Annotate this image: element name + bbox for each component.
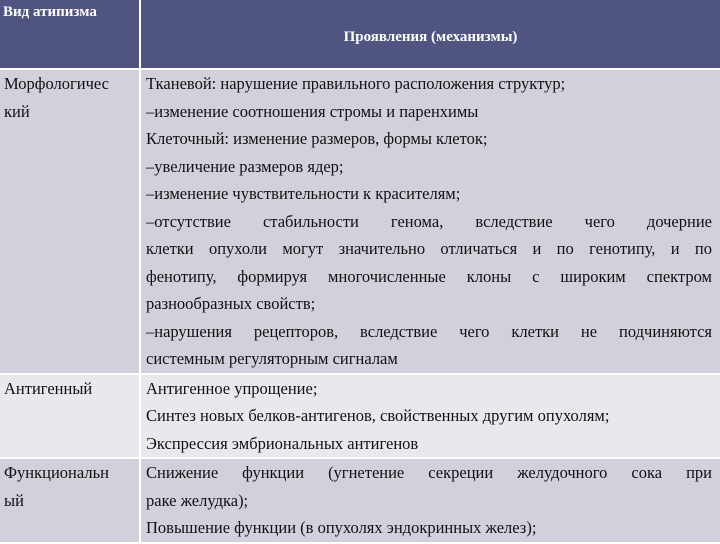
manifestation-line: Повышение функции (в опухолях эндокринных желез); xyxy=(146,518,537,537)
header-manifestations: Проявления (механизмы) xyxy=(140,0,720,69)
manifestation-line: –нарушения рецепторов, вследствие чего клетки не подчиняются xyxy=(146,321,712,341)
header-row xyxy=(0,0,720,69)
manifestation-line: Тканевой: нарушение правильного расположения структур; xyxy=(146,74,566,93)
manifestation-line: Экспрессия эмбриональных антигенов xyxy=(146,433,419,453)
header-atypism-type: Вид атипизма xyxy=(0,0,140,69)
type-label-line: Антигенный xyxy=(4,378,93,398)
type-label-line: ый xyxy=(4,490,24,510)
manifestation-line: Снижение функции (угнетение секреции желудочного сока при xyxy=(146,463,712,482)
manifestation-line: Антигенное упрощение; xyxy=(146,378,318,398)
manifestation-line: разнообразных свойств; xyxy=(146,294,316,313)
atypism-type-cell xyxy=(0,69,140,374)
type-label-line: кий xyxy=(4,101,30,121)
atypism-type-cell xyxy=(0,458,140,543)
manifestation-line: –изменение соотношения стромы и паренхимы xyxy=(146,101,479,121)
manifestation-line: –изменение чувствительности к красителям; xyxy=(146,184,461,203)
manifestation-line: фенотипу, формируя многочисленные клоны с широким спектром xyxy=(146,266,712,286)
table-row-morphological xyxy=(0,69,720,374)
manifestations-cell xyxy=(140,374,720,459)
manifestation-line: –отсутствие стабильности генома, вследствие чего дочерние xyxy=(146,211,712,231)
manifestation-line: Синтез новых белков-антигенов, свойственных другим опухолям; xyxy=(146,406,610,425)
manifestation-line: –увеличение размеров ядер; xyxy=(146,156,344,176)
table-row-functional xyxy=(0,458,720,543)
manifestation-line: клетки опухоли могут значительно отличаться и по генотипу, и по xyxy=(146,239,712,258)
manifestation-line: раке желудка); xyxy=(146,490,249,510)
type-label-line: Функциональн xyxy=(4,463,109,482)
manifestation-line: Клеточный: изменение размеров, формы клеток; xyxy=(146,129,488,148)
table-row-antigenic xyxy=(0,374,720,459)
manifestations-cell xyxy=(140,458,720,543)
manifestations-cell xyxy=(140,69,720,374)
type-label-line: Морфологичес xyxy=(4,74,109,93)
atypism-type-cell xyxy=(0,374,140,459)
manifestation-line: системным регуляторным сигналам xyxy=(146,349,398,368)
